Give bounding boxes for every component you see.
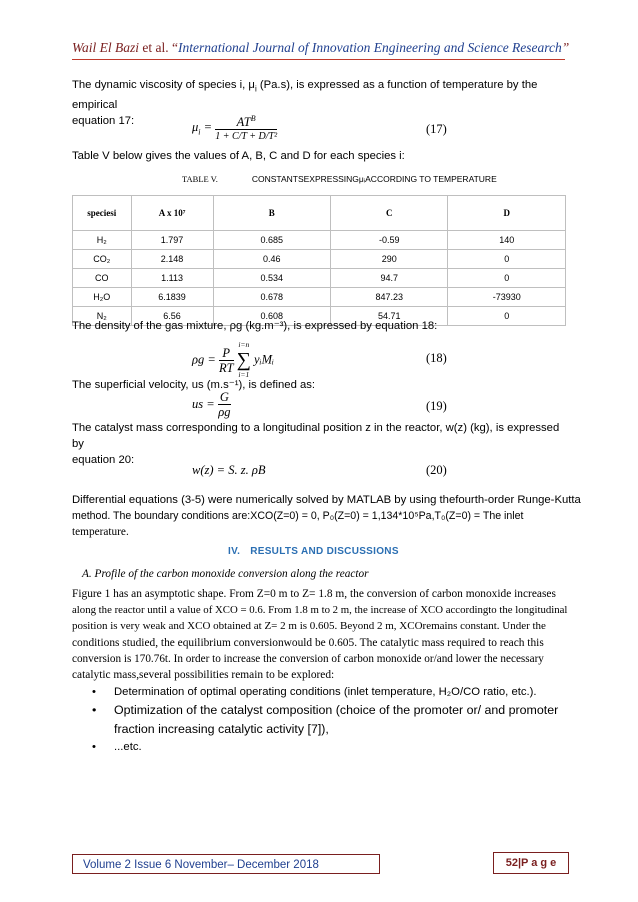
results-line: conditions studied, the equilibrium conversionwould be 0.605. The catalytic mass required to reach this bbox=[72, 636, 544, 649]
header-journal: International Journal of Innovation Engineering and Science Research bbox=[178, 40, 562, 55]
eq19-label: (19) bbox=[426, 399, 447, 413]
cell: 6.56 bbox=[131, 307, 213, 326]
col-c: C bbox=[330, 196, 447, 231]
viscosity-paragraph bbox=[72, 77, 566, 129]
eq18-num: P bbox=[219, 346, 234, 361]
eq19-den: ρg bbox=[218, 405, 231, 419]
footer-volume: Volume 2 Issue 6 November– December 2018 bbox=[72, 854, 380, 874]
eq18-lhs: ρg = bbox=[192, 352, 216, 367]
eq18-term: yᵢMᵢ bbox=[254, 352, 274, 367]
p6b: method. The boundary conditions are:XCO(Z=0) = 0, P₀(Z=0) = 1,134*10⁵Pa,T₀(Z=0) = The inlet bbox=[72, 510, 524, 522]
constants-table bbox=[72, 195, 566, 326]
cell: 140 bbox=[448, 231, 566, 250]
header-close: ” bbox=[561, 40, 570, 55]
bullet-icon: • bbox=[92, 741, 96, 753]
eq17-num-sup: B bbox=[250, 114, 256, 123]
boundary-paragraph bbox=[72, 492, 581, 540]
header-rule bbox=[72, 59, 565, 60]
cell: CO bbox=[73, 269, 132, 288]
equation-18 bbox=[192, 340, 274, 380]
eq19-num: G bbox=[219, 390, 229, 404]
equation-17: $\mu_i$ = $\frac{AT^B}{\text{1 + C/T + D/T²}}$ bbox=[192, 114, 278, 143]
list-item bbox=[92, 684, 572, 701]
cell: 847.23 bbox=[330, 288, 447, 307]
eq18-fraction bbox=[219, 346, 234, 375]
table-header-row bbox=[73, 196, 566, 231]
eq18-label: (18) bbox=[426, 351, 447, 365]
cell: 0.46 bbox=[213, 250, 330, 269]
eq17-den: 1 + C/T + D/T² bbox=[215, 131, 278, 143]
eq20-label: (20) bbox=[426, 463, 447, 477]
cell: 0.678 bbox=[213, 288, 330, 307]
bullet-text: fraction increasing catalytic activity [7]), bbox=[114, 722, 329, 736]
eq19-lhs: us = bbox=[192, 397, 215, 411]
table-intro: Table V below gives the values of A, B, C and D for each species i: bbox=[72, 150, 405, 162]
table-row bbox=[73, 250, 566, 269]
equation-20: w(z) = S. z. ρB bbox=[192, 463, 266, 477]
bullet-text: ...etc. bbox=[114, 741, 142, 753]
subsection-heading bbox=[82, 566, 369, 582]
page-number: 52|P a g e bbox=[493, 852, 569, 874]
results-line: conversion is 170.76t. In order to increase the conversion of carbon monoxide or/and lower the necessary bbox=[72, 652, 544, 665]
eq17-fraction bbox=[215, 112, 277, 144]
cell: 2.148 bbox=[131, 250, 213, 269]
section-number: IV. bbox=[228, 546, 241, 557]
cell: 1.797 bbox=[131, 231, 213, 250]
cell: 94.7 bbox=[330, 269, 447, 288]
eq18-den: RT bbox=[218, 360, 234, 375]
cell: CO₂ bbox=[73, 250, 132, 269]
col-a: A x 10⁷ bbox=[131, 196, 213, 231]
cell: 6.1839 bbox=[131, 288, 213, 307]
table-caption bbox=[182, 174, 497, 184]
density-paragraph: The density of the gas mixture, ρg (kg.m⁻³), is expressed by equation 18: bbox=[72, 320, 438, 332]
table-row bbox=[73, 269, 566, 288]
sigma-icon: ∑ bbox=[236, 349, 251, 371]
bullet-icon: • bbox=[92, 703, 97, 717]
p5b: equation 20: bbox=[72, 454, 135, 466]
col-b: B bbox=[213, 196, 330, 231]
list-item-continuation bbox=[92, 720, 572, 739]
results-line: Figure 1 has an asymptotic shape. From Z=0 m to Z= 1.8 m, the conversion of carbon monoxide increases bbox=[72, 588, 556, 600]
cell: 0.685 bbox=[213, 231, 330, 250]
bullet-list bbox=[92, 684, 572, 756]
results-line: along the reactor until a value of XCO = 0.6. From 1.8 m to 2 m, the increase of XCO accordingto the longitudinal bbox=[72, 604, 568, 617]
cell: H₂ bbox=[73, 231, 132, 250]
table-row bbox=[73, 288, 566, 307]
p1-sub: i bbox=[254, 84, 257, 94]
cell: 0 bbox=[448, 269, 566, 288]
header-author: Wail El Bazi bbox=[72, 40, 140, 55]
cell: -0.59 bbox=[330, 231, 447, 250]
caption-prefix: TABLE V. bbox=[182, 174, 218, 184]
cell: 0.608 bbox=[213, 307, 330, 326]
cell: -73930 bbox=[448, 288, 566, 307]
cell: 0 bbox=[448, 250, 566, 269]
eq18-sum-top: i=n bbox=[238, 340, 250, 349]
p6a: Differential equations (3-5) were numerically solved by MATLAB by using thefourth-order Runge-Kutta bbox=[72, 494, 581, 506]
section-title: RESULTS AND DISCUSSIONS bbox=[250, 546, 399, 557]
table-row bbox=[73, 231, 566, 250]
eq17-label: (17) bbox=[426, 122, 447, 136]
eq18-sum bbox=[237, 340, 251, 380]
list-item bbox=[92, 739, 572, 756]
col-species: speciesi bbox=[73, 196, 132, 231]
p1-rest: (Pa.s), is expressed as a function of temperature by the empirical bbox=[72, 79, 538, 112]
running-header bbox=[72, 40, 572, 56]
results-paragraph bbox=[72, 586, 572, 683]
col-d: D bbox=[448, 196, 566, 231]
p6c: temperature. bbox=[72, 526, 129, 538]
bullet-text: Determination of optimal operating conditions (inlet temperature, H₂O/CO ratio, etc.). bbox=[114, 686, 537, 698]
list-item bbox=[92, 701, 572, 720]
eq17-lhs-sub: i bbox=[198, 127, 201, 137]
p1-text: The dynamic viscosity of species i, μ bbox=[72, 79, 255, 91]
p1b-text: equation 17: bbox=[72, 115, 135, 128]
eq18-sum-bot: i=1 bbox=[238, 370, 250, 379]
caption-text: CONSTANTSEXPRESSINGμᵢACCORDING TO TEMPERATURE bbox=[251, 174, 497, 184]
bullet-icon: • bbox=[92, 686, 96, 698]
cell: N₂ bbox=[73, 307, 132, 326]
eq17-num: AT bbox=[236, 115, 251, 130]
results-line: position is very weak and XCO obtained at Z= 2 m is 0.605. Beyond 2 m, XCOremains constant. Under the bbox=[72, 620, 546, 633]
results-line: catalytic mass,several possibilities remain to be explored: bbox=[72, 669, 335, 682]
subsection-text: A. Profile of the carbon monoxide conversion along the reactor bbox=[82, 568, 369, 580]
eq19-fraction bbox=[218, 390, 231, 419]
catalyst-mass-paragraph bbox=[72, 420, 566, 468]
header-etal: et al. “ bbox=[139, 40, 178, 55]
cell: 290 bbox=[330, 250, 447, 269]
bullet-text: Optimization of the catalyst composition (choice of the promoter or/ and promoter bbox=[114, 703, 559, 717]
equation-19 bbox=[192, 390, 231, 419]
cell: 1.113 bbox=[131, 269, 213, 288]
cell: 54.71 bbox=[330, 307, 447, 326]
cell: 0 bbox=[448, 307, 566, 326]
cell: H₂O bbox=[73, 288, 132, 307]
eq17-lhs: μ bbox=[192, 119, 199, 134]
p5a: The catalyst mass corresponding to a longitudinal position z in the reactor, w(z) (kg), is expressed by bbox=[72, 422, 560, 450]
velocity-paragraph: The superficial velocity, us (m.s⁻¹), is defined as: bbox=[72, 379, 316, 391]
cell: 0.534 bbox=[213, 269, 330, 288]
section-heading bbox=[228, 546, 399, 557]
